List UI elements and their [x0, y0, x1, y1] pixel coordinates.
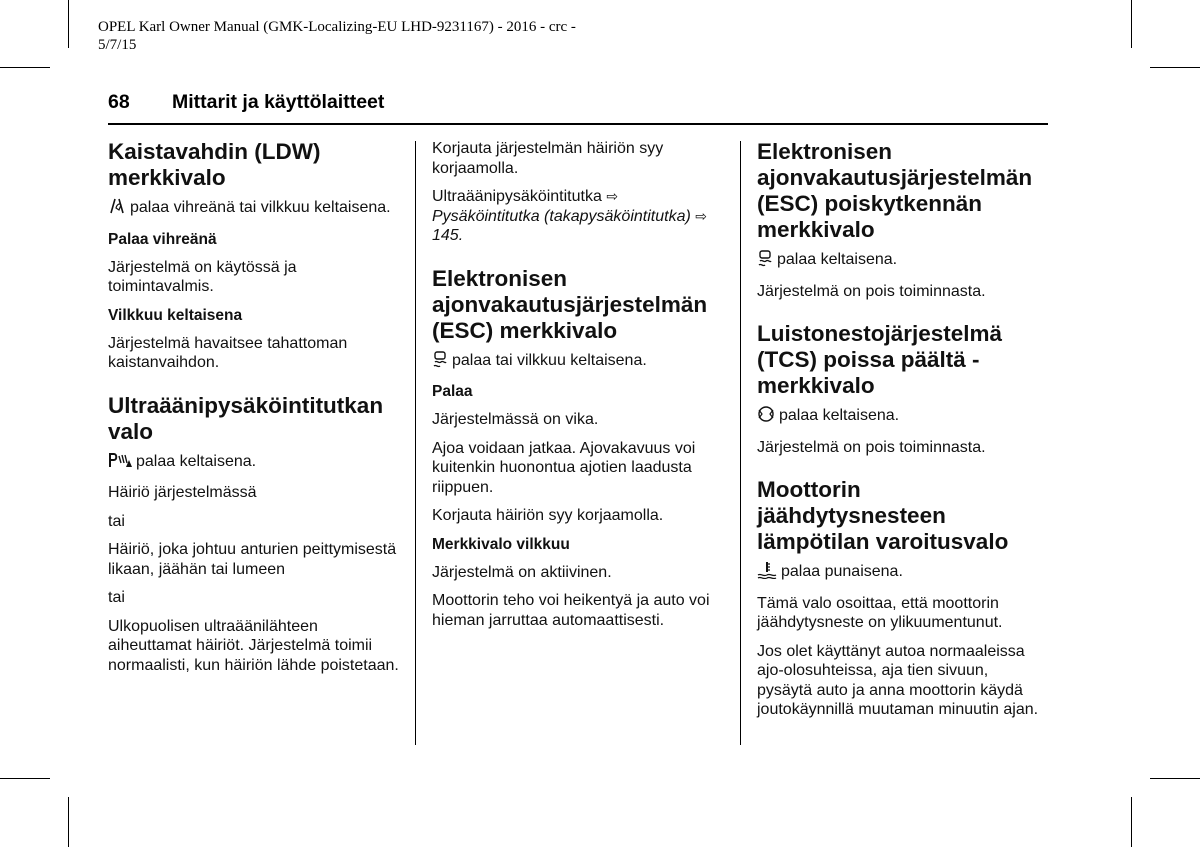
meta-line: OPEL Karl Owner Manual (GMK-Localizing-EU LHD-9231167) - 2016 - crc - — [98, 19, 576, 35]
subheading: Vilkkuu keltaisena — [108, 306, 243, 324]
paragraph: Moottorin teho voi heikentyä ja auto voi hieman jarruttaa automaattisesti. — [432, 592, 710, 629]
document-meta — [98, 18, 638, 54]
paragraph: Järjestelmä on pois toiminnasta. — [757, 438, 986, 456]
section-heading: Elektronisen ajonvakautusjärjestelmän (ESC) poiskytkennän merkkivalo — [757, 139, 1033, 242]
paragraph: Korjauta häiriön syy korjaamolla. — [432, 507, 664, 524]
esc-off-icon — [757, 249, 773, 273]
tcs-text: palaa keltaisena. — [779, 407, 900, 424]
section-heading: Kaistavahdin (LDW) merkkivalo — [108, 139, 321, 190]
section-title: Mittarit ja käyttölaitteet — [172, 91, 385, 113]
paragraph: tai — [108, 512, 125, 530]
paragraph: Järjestelmä havaitsee tahattoman kaistanvaihdon. — [108, 334, 348, 371]
parking-sensor-icon — [108, 451, 132, 475]
page-header — [108, 91, 384, 114]
page-number: 68 — [108, 91, 130, 113]
paragraph: Järjestelmä on pois toiminnasta. — [757, 282, 986, 300]
column-divider — [740, 141, 741, 745]
crop-mark — [68, 0, 69, 48]
crop-mark — [0, 67, 50, 68]
esc-text: palaa tai vilkkuu keltaisena. — [452, 351, 647, 369]
paragraph — [108, 197, 404, 221]
crop-mark — [1131, 0, 1132, 48]
section-heading: Luistonestojärjestelmä (TCS) poissa päältä -merkkivalo — [757, 321, 1003, 398]
ref-intro: Ultraäänipysäköintitutka — [432, 188, 602, 205]
cool-text: palaa punaisena. — [781, 563, 903, 580]
park-text: palaa keltaisena. — [136, 452, 257, 470]
column-3 — [757, 139, 1042, 729]
paragraph: Ulkopuolisen ultraäänilähteen aiheuttamat häiriöt. Järjestelmä toimii normaalisti, kun häiriön lähde poistetaan. — [108, 617, 399, 674]
crop-mark — [0, 778, 50, 779]
column-divider — [415, 141, 416, 745]
tcs-off-icon — [757, 405, 775, 429]
lane-departure-icon — [108, 197, 126, 221]
esc-car-icon — [432, 350, 448, 374]
coolant-temperature-icon — [757, 561, 777, 585]
paragraph: Järjestelmä on käytössä ja toimintavalmis. — [108, 258, 297, 295]
header-rule — [108, 123, 1048, 125]
paragraph — [757, 249, 1042, 273]
paragraph: Tämä valo osoittaa, että moottorin jäähdytysneste on ylikuumentunut. — [757, 594, 1003, 631]
crop-mark — [1131, 797, 1132, 847]
section-heading: Elektronisen ajonvakautusjärjestelmän (ESC) merkkivalo — [432, 265, 708, 343]
ref-link[interactable]: Pysäköintitutka (takapysäköintitutka) — [432, 207, 691, 225]
ldw-text: palaa vihreänä tai vilkkuu keltaisena. — [130, 199, 391, 216]
section-heading: Ultraäänipysäköintitutkan valo — [108, 392, 384, 444]
paragraph: tai — [108, 589, 125, 606]
crop-mark — [1150, 67, 1200, 68]
paragraph — [757, 561, 1042, 585]
paragraph — [757, 405, 1042, 429]
paragraph: Ajoa voidaan jatkaa. Ajovakavuus voi kuitenkin huonontua ajotien laadusta riippuen. — [432, 439, 696, 496]
cross-reference: Ultraäänipysäköintitutka ⇨ Pysäköintitutka (takapysäköintitutka) ⇨ 145. — [432, 188, 707, 244]
paragraph: Järjestelmä on aktiivinen. — [432, 563, 612, 581]
ref-page[interactable]: 145 — [432, 227, 459, 244]
reference-arrow-icon: ⇨ — [695, 207, 707, 224]
paragraph — [432, 350, 728, 374]
subheading: Palaa — [432, 383, 473, 400]
section-heading: Moottorin jäähdytysnesteen lämpötilan varoitusvalo — [757, 477, 1009, 554]
reference-arrow-icon: ⇨ — [606, 188, 619, 204]
column-1 — [108, 139, 404, 684]
escoff-text: palaa keltaisena. — [777, 251, 898, 268]
paragraph — [108, 451, 404, 475]
subheading: Palaa vihreänä — [108, 230, 217, 248]
paragraph: Järjestelmässä on vika. — [432, 411, 599, 428]
paragraph: Häiriö järjestelmässä — [108, 484, 257, 501]
column-2 — [432, 139, 728, 639]
meta-line: 5/7/15 — [98, 37, 137, 53]
paragraph: Korjauta järjestelmän häiriön syy korjaamolla. — [432, 140, 664, 177]
crop-mark — [68, 797, 69, 847]
paragraph: Häiriö, joka johtuu anturien peittymisestä likaan, jäähän tai lumeen — [108, 541, 397, 578]
subheading: Merkkivalo vilkkuu — [432, 535, 570, 553]
paragraph: Jos olet käyttänyt autoa normaaleissa ajo-olosuhteissa, aja tien sivuun, pysäytä auto ja anna moottorin käydä joutokäynnillä muutaman minuutin ajan. — [757, 642, 1039, 718]
crop-mark — [1150, 778, 1200, 779]
